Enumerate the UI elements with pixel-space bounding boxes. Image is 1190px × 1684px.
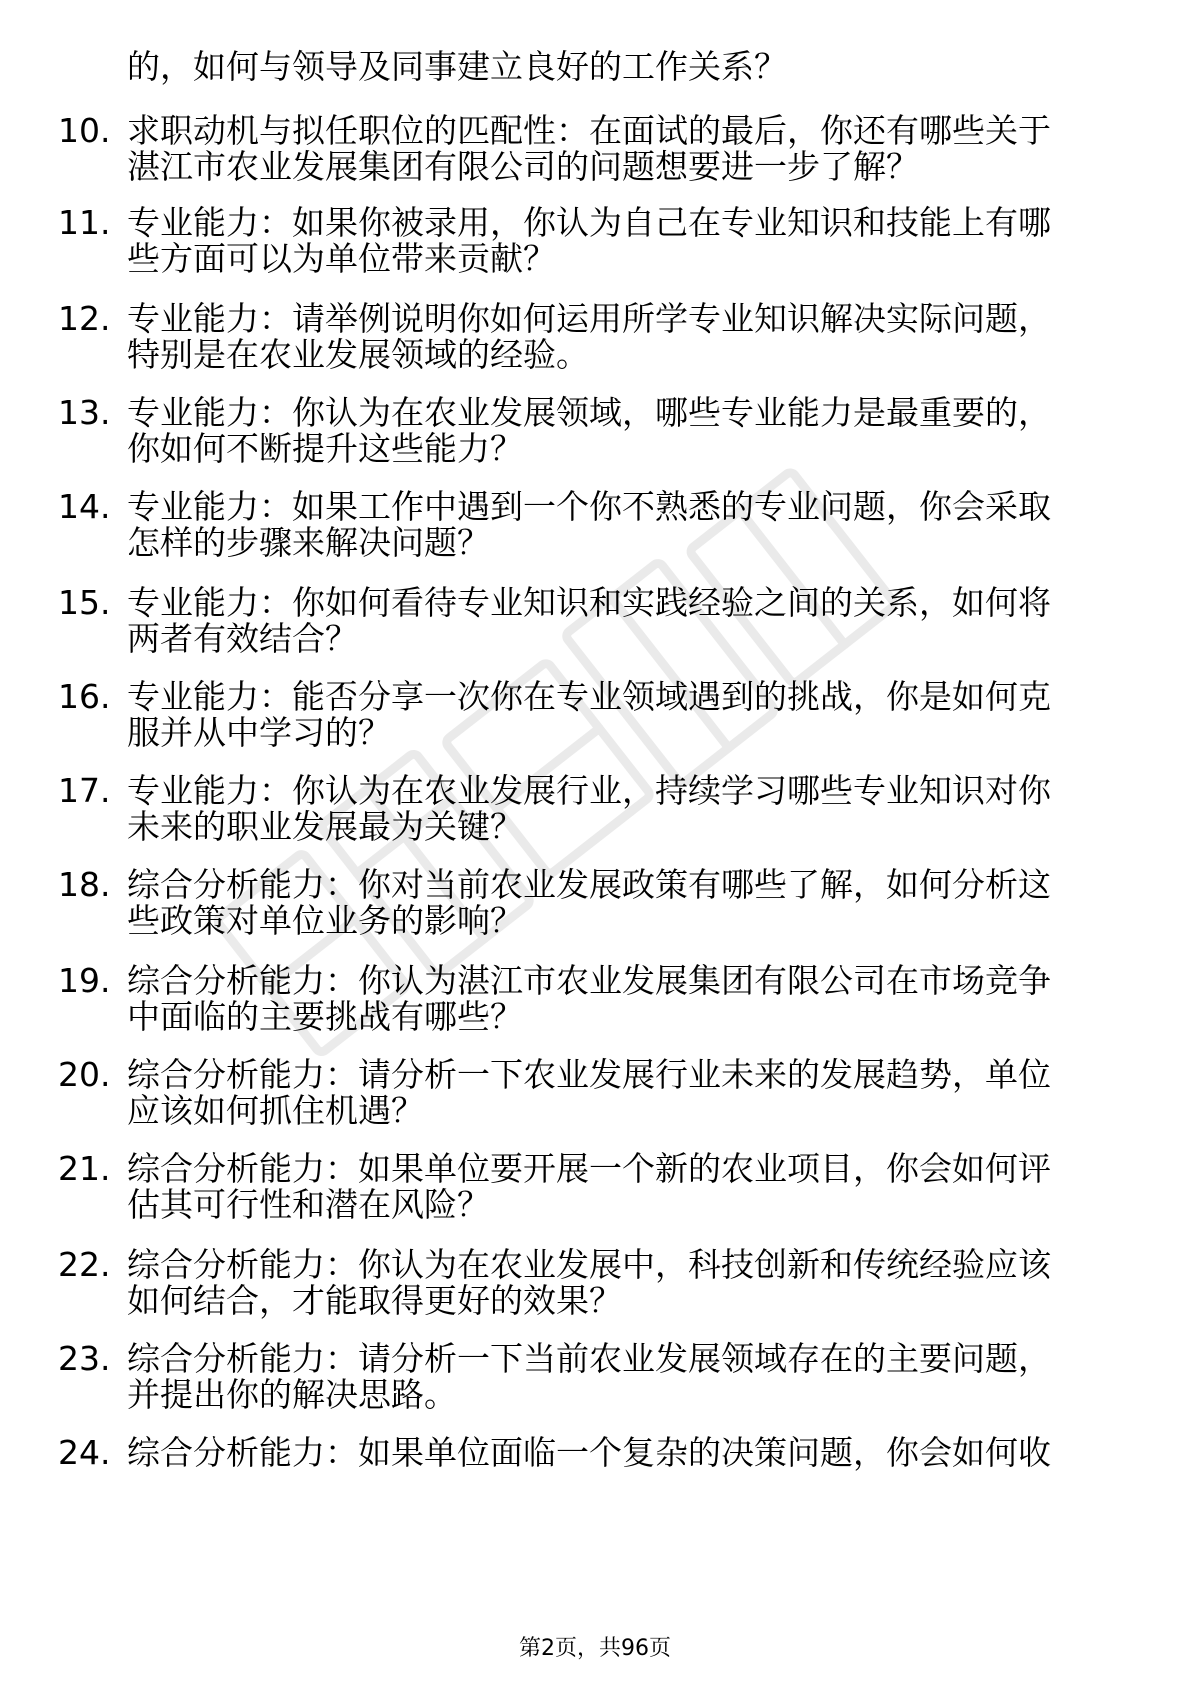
question-number: 15. [58,583,111,622]
question-text-line: 专业能力：你认为在农业发展行业，持续学习哪些专业知识对你 [127,771,1051,810]
question-text-line: 怎样的步骤来解决问题？ [127,523,490,562]
question-number: 12. [58,299,111,338]
question-text-line: 专业能力：能否分享一次你在专业领域遇到的挑战，你是如何克 [127,677,1051,716]
question-number: 19. [58,961,111,1000]
question-text-line: 两者有效结合？ [127,619,358,658]
question-item-continued [0,710,1190,756]
question-text-line: 专业能力：请举例说明你如何运用所学专业知识解决实际问题， [127,299,1051,338]
question-text-line: 应该如何抓住机遇？ [127,1091,424,1130]
question-text-line: 估其可行性和潜在风险？ [127,1185,490,1224]
question-text-line: 并提出你的解决思路。 [127,1375,457,1414]
question-text-line: 综合分析能力：你对当前农业发展政策有哪些了解，如何分析这 [127,865,1051,904]
question-number: 24. [58,1433,111,1472]
question-number: 11. [58,203,111,242]
question-text-line: 综合分析能力：请分析一下农业发展行业未来的发展趋势，单位 [127,1055,1051,1094]
question-text-line: 如何结合，才能取得更好的效果？ [127,1281,622,1320]
question-text-line: 综合分析能力：如果单位面临一个复杂的决策问题，你会如何收 [127,1433,1051,1472]
question-number: 21. [58,1149,111,1188]
question-item-continued [0,994,1190,1040]
question-item-continued [0,236,1190,282]
question-item-continued [0,1372,1190,1418]
question-item-continued [0,616,1190,662]
question-item-continued [0,804,1190,850]
question-item-continued [0,426,1190,472]
question-item-continued [0,520,1190,566]
question-item-continued [0,898,1190,944]
question-text-line: 综合分析能力：如果单位要开展一个新的农业项目，你会如何评 [127,1149,1051,1188]
question-number: 16. [58,677,111,716]
question-text-line: 湛江市农业发展集团有限公司的问题想要进一步了解？ [127,147,919,186]
question-number: 20. [58,1055,111,1094]
question-text-line: 专业能力：你认为在农业发展领域，哪些专业能力是最重要的， [127,393,1051,432]
question-text-line: 你如何不断提升这些能力？ [127,429,523,468]
question-item [0,1430,1190,1476]
question-item-continued [0,1182,1190,1228]
question-text-line: 中面临的主要挑战有哪些？ [127,997,523,1036]
question-number: 23. [58,1339,111,1378]
question-text-line: 专业能力：你如何看待专业知识和实践经验之间的关系，如何将 [127,583,1051,622]
question-text-line: 些政策对单位业务的影响？ [127,901,523,940]
question-number: 13. [58,393,111,432]
question-text-line: 特别是在农业发展领域的经验。 [127,335,589,374]
question-item-continued [0,144,1190,190]
question-continuation [0,44,1190,90]
question-item-continued [0,1278,1190,1324]
question-number: 14. [58,487,111,526]
question-number: 17. [58,771,111,810]
question-text-line: 专业能力：如果工作中遇到一个你不熟悉的专业问题，你会采取 [127,487,1051,526]
question-text-line: 综合分析能力：你认为湛江市农业发展集团有限公司在市场竞争 [127,961,1051,1000]
question-text-line: 求职动机与拟任职位的匹配性：在面试的最后，你还有哪些关于 [127,111,1051,150]
question-text-line: 服并从中学习的？ [127,713,391,752]
page-footer: 第2页，共96页 [519,1636,671,1661]
question-item-continued [0,1088,1190,1134]
question-number: 22. [58,1245,111,1284]
question-text-line: 专业能力：如果你被录用，你认为自己在专业知识和技能上有哪 [127,203,1051,242]
question-text-line: 未来的职业发展最为关键？ [127,807,523,846]
question-text-line: 综合分析能力：你认为在农业发展中，科技创新和传统经验应该 [127,1245,1051,1284]
question-text-line: 的，如何与领导及同事建立良好的工作关系？ [127,47,787,86]
question-text-line: 些方面可以为单位带来贡献？ [127,239,556,278]
question-item-continued [0,332,1190,378]
question-number: 18. [58,865,111,904]
question-text-line: 综合分析能力：请分析一下当前农业发展领域存在的主要问题， [127,1339,1051,1378]
question-number: 10. [58,111,111,150]
